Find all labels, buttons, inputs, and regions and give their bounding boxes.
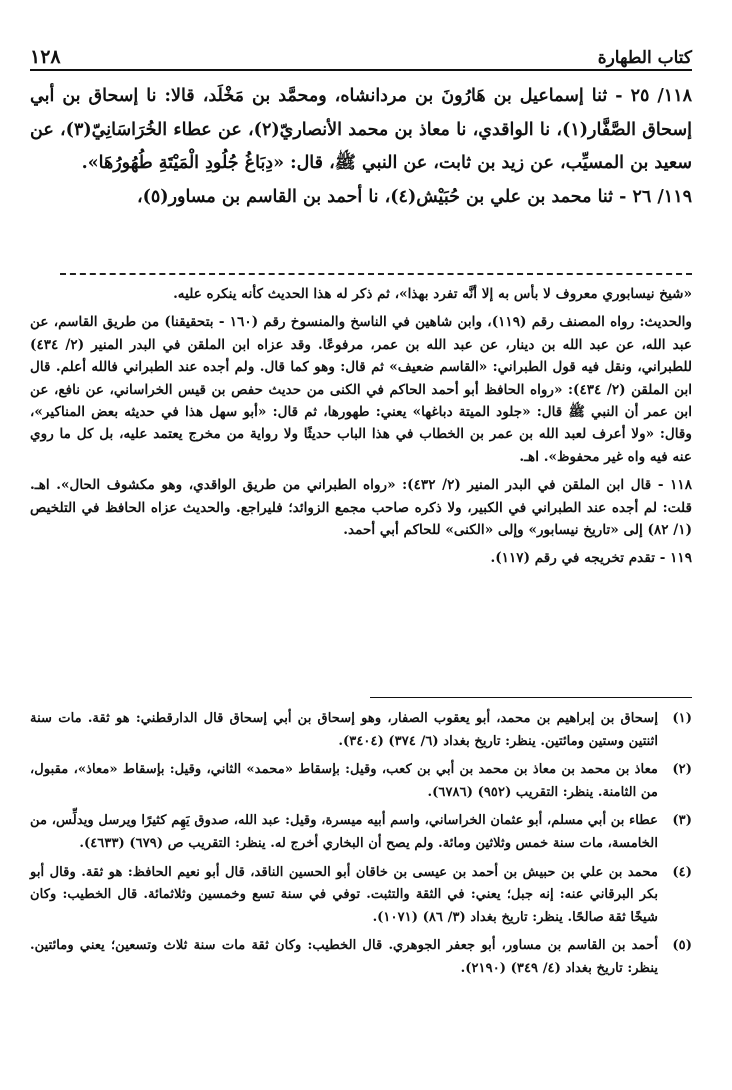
- commentary-p4: ١١٩ - تقدم تخريجه في رقم (١١٧).: [490, 550, 692, 567]
- footnote-text: محمد بن علي بن حبيش بن أحمد بن عيسى بن خاقان أبو الحسين الناقد، قال أبو نعيم الحافظ: هو ثقة. وقال أبو بكر البرقاني عنه: إنه جبل؛ يعني: في الثقة والتثبت. توفي في سنة تسع وخمسين وثلاثمائة. قال الخطيب: وكان شيخًا ثقة صالحًا. ينظر: تاريخ بغداد (٣/ ٨٦) (١٠٧١).: [30, 864, 658, 925]
- footnote: [30, 759, 692, 804]
- footnote-text: إسحاق بن إبراهيم بن محمد، أبو يعقوب الصفار، وهو إسحاق بن أبي إسحاق قال الدارقطني: هو ثقة. مات سنة اثنتين وستين ومائتين. ينظر: تاريخ بغداد (٦/ ٣٧٤) (٣٤٠٤).: [30, 711, 658, 749]
- hadith-118: ١١٨/ ٢٥ - ثنا إسماعيل بن هَارُونَ بن مردانشاه، ومحمَّد بن مَخْلَد، قالا: نا إسحاق بن أبي إسحاق الصَّفَّار(١)، نا الواقدي، نا معاذ بن محمد الأنصاريّ(٢)، عن عطاء الخُرَاسَانِيّ(٣)، عن سعيد بن المسيِّب، عن زيد بن ثابت، عن النبي ﷺ، قال: «دِبَاغُ جُلُودِ الْمَيْتَةِ طُهُورُهَا».: [30, 86, 692, 173]
- footnote: [30, 708, 692, 753]
- page-header: [30, 38, 692, 68]
- footnote: [30, 810, 692, 855]
- footnote-number: (١): [672, 711, 692, 726]
- footnote-number: (٥): [672, 938, 692, 954]
- footnote-number: (٢): [672, 762, 692, 778]
- footnote: [30, 935, 692, 980]
- footnote-text: عطاء بن أبي مسلم، أبو عثمان الخراساني، واسم أبيه ميسرة، وقيل: عبد الله، صدوق يَهِم كثيرًا ويرسل ويدلِّس، من الخامسة، مات سنة خمس وثلاثين ومائة. ولم يصح أن البخاري أخرج له. ينظر: التقريب ص (٦٧٩) (٤٦٣٣).: [30, 813, 658, 851]
- footnotes: [30, 708, 692, 987]
- footnote-text: معاذ بن محمد بن معاذ بن محمد بن أبي بن كعب، وقيل: بإسقاط «محمد» الثاني، وقيل: بإسقاط «معاذ»، مقبول، من الثامنة. ينظر: التقريب (٩٥٢) (٦٧٨٦).: [30, 762, 658, 800]
- running-title: كتاب الطهارة: [597, 48, 692, 68]
- commentary-p1: «شيخ نيسابوري معروف لا بأس به إلا أنَّه تفرد بهذا»، ثم ذكر له هذا الحديث كأنه ينكره عليه.: [173, 286, 692, 302]
- footnote-number: (٣): [672, 813, 692, 829]
- page-number: ١٢٨: [30, 46, 61, 68]
- footnote: [30, 862, 692, 930]
- header-rule: [30, 69, 692, 71]
- hadith-text: [30, 80, 692, 214]
- footnote-number: (٤): [672, 864, 692, 880]
- commentary-p3: ١١٨ - قال ابن الملقن في البدر المنير (٢/ ٤٣٢): «رواه الطبراني من طريق الواقدي، وهو مكشوف الحال». اهـ. قلت: لم أجده عند الطبراني في الكبير، ولا ذكره صاحب مجمع الزوائد؛ فليراجع. والحديث عزاه الحافظ في التلخيص (١/ ٨٢) إلى «تاريخ نيسابور» وإلى «الكنى» للحاكم أبي أحمد.: [30, 477, 693, 539]
- commentary: [30, 283, 692, 576]
- hadith-119: ١١٩/ ٢٦ - ثنا محمد بن علي بن حُبَيْش(٤)، نا أحمد بن القاسم بن مساور(٥)،: [136, 186, 692, 207]
- footnote-text: أحمد بن القاسم بن مساور، أبو جعفر الجوهري. قال الخطيب: وكان ثقة مات سنة ثلاث وتسعين؛ يعني ومائتين. ينظر: تاريخ بغداد (٤/ ٣٤٩) (٢١٩٠).: [30, 938, 658, 976]
- footnote-rule: [370, 697, 692, 698]
- dashed-separator: [60, 273, 692, 275]
- commentary-p2: والحديث: رواه المصنف رقم (١١٩)، وابن شاهين في الناسخ والمنسوخ رقم (١٦٠ - بتحقيقنا) من طريق القاسم، عن عبد الله، عن عبد الله بن دينار، عن عبد الله بن عمر، مرفوعًا. وقد عزاه ابن الملقن في البدر المنير (٢/ ٤٣٤) للطبراني، ونقل فيه قول الطبراني: «القاسم ضعيف» ثم قال: وهو كما قال. ولم أجده عند الطبراني فالله أعلم. قال ابن الملقن (٢/ ٤٣٤): «رواه الحافظ أبو أحمد الحاكم في الكنى من حديث حفص بن قيس الخراساني، عن نافع، عن ابن عمر أن النبي ﷺ قال: «جلود الميتة دباغها» يعني: طهورها، ثم قال: «أبو سهل هذا في حديثه بعض المناكير»، وقال: «ولا أعرف لعبد الله بن عمر بن الخطاب في هذا الباب حديثًا ولا رواية من مخرج يعتمد عليه، بل كل ما روي عنه فيه واه غير محفوظ». اهـ.: [30, 314, 693, 465]
